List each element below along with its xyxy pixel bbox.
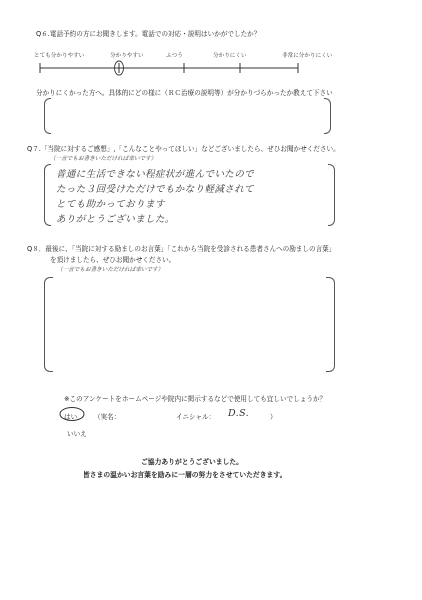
consent-initial-value: D.S.: [228, 408, 250, 419]
consent-initial-label: イニシャル：: [176, 413, 216, 421]
q6-answer-box-left: [44, 98, 51, 134]
q7-question: Q７.「当院に対するご感想」,「こんなことやってほしい」などございましたら、ぜひお聞かせください。: [27, 145, 340, 153]
closing-line-2: 皆さまの温かいお言葉を励みに一層の努力をさせていただきます。: [83, 471, 287, 479]
q6-question: Q６.電話予約の方にお聞きします。電話での対応・説明はいかがでしたか？: [36, 30, 261, 38]
q7-answer-box-right: [328, 164, 335, 226]
consent-close-paren: ）: [270, 413, 277, 421]
q6-follow-up: 分かりにくかった方へ。具体的にどの様に（ＲＣ治療の説明等）が分かりづらかったか教えて下さい: [36, 89, 333, 97]
consent-question: ※このアンケートをホームページや院内に掲示するなどで使用しても宜しいでしょうか？: [64, 395, 327, 403]
q6-rating-scale: [30, 58, 310, 80]
consent-yes-circle: [58, 406, 86, 422]
q6-scale-label-2: 分かりやすい: [110, 53, 144, 59]
q7-answer-box-left: [44, 164, 51, 226]
q8-answer-box-left: [44, 277, 53, 372]
q8-question-line2: を頂けましたら、ぜひお聞かせください。: [50, 256, 176, 264]
q6-scale-label-5: 非常に分かりにくい: [282, 53, 333, 59]
q7-note: （一言でもお書きいただければ幸いです）: [50, 156, 157, 162]
q7-answer-line-4: ありがとうございました。: [56, 214, 175, 225]
q7-answer-line-1: 普通に生活できない程症状が進んでいたので: [56, 169, 255, 180]
consent-yes-option: はい: [64, 413, 78, 421]
q7-answer-line-3: とても助かっております: [56, 199, 165, 210]
closing-line-1: ご協力ありがとうございました。: [141, 458, 243, 466]
q8-answer-box-right: [326, 277, 335, 372]
consent-no-option: いいえ: [67, 430, 87, 438]
q8-note: （一言でもお書きいただければ幸いです）: [57, 267, 164, 273]
consent-real-name-label: （実名：: [94, 413, 121, 421]
q8-question: Q８．最後に、「当院に対する励ましのお言葉」「これから当院を受診される患者さんへの励ましの言葉」: [27, 245, 336, 253]
q6-scale-label-4: 分かりにくい: [213, 53, 247, 59]
q6-scale-label-3: ふつう: [166, 53, 183, 59]
q6-answer-box-right: [324, 98, 331, 134]
q6-scale-label-1: とても分かりやすい: [34, 53, 85, 59]
q7-answer-line-2: たった３回受けただけでもかなり軽減されて: [56, 184, 255, 195]
